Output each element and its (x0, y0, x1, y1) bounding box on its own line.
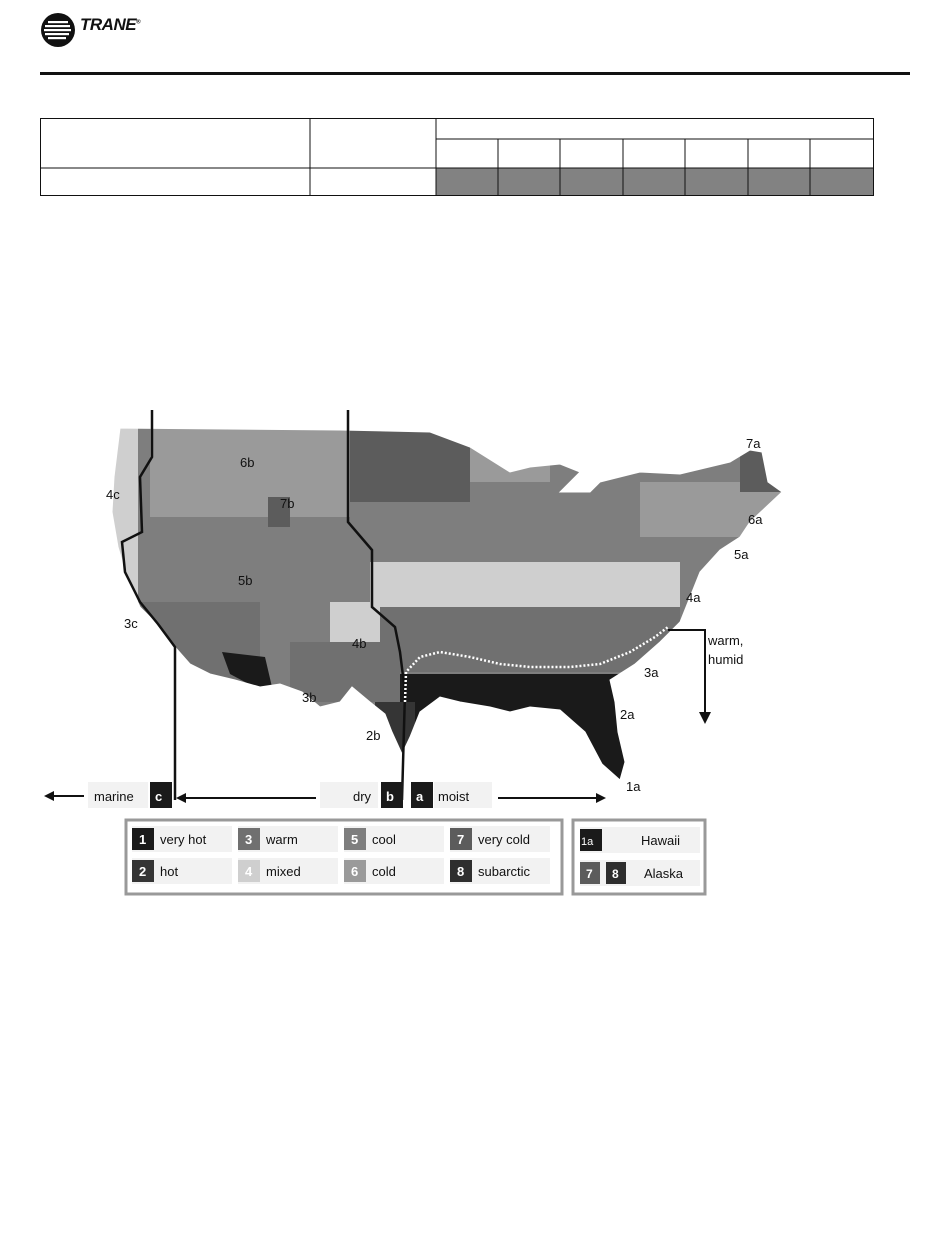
trane-logo-icon (40, 12, 76, 48)
zone-label-4c: 4c (106, 487, 120, 502)
legend-number-3: 3 (245, 832, 253, 847)
zone-label-5b: 5b (238, 573, 253, 588)
brand-wordmark (80, 15, 140, 35)
table-shaded-row (436, 168, 874, 195)
legend-label-8: subarctic (478, 864, 531, 879)
warm-humid-label-line2: humid (708, 652, 744, 667)
brand-name: TRANE (80, 15, 137, 34)
table-shaded-cells (436, 168, 874, 195)
legend-number-2: 2 (139, 864, 147, 879)
hawaii-badge: 1a (581, 836, 594, 848)
map-region-mixed-4a (370, 562, 680, 607)
dry-letter: b (386, 789, 394, 804)
header-rule (40, 72, 910, 75)
zone-label-2b: 2b (366, 728, 381, 743)
legend-number-7: 7 (457, 832, 465, 847)
legend-label-2: hot (160, 864, 179, 879)
marine-label: marine (94, 789, 134, 804)
brand-registered-mark: ® (136, 19, 140, 26)
zone-label-6b: 6b (240, 455, 255, 470)
legend-label-1: very hot (160, 832, 207, 847)
legend-number-8: 8 (457, 864, 465, 879)
zone-label-2a: 2a (620, 707, 635, 722)
zone-label-7b: 7b (280, 496, 295, 511)
moist-letter: a (416, 789, 424, 804)
zone-label-4b: 4b (352, 636, 367, 651)
moist-label: moist (438, 789, 470, 804)
legend-number-6: 6 (351, 864, 359, 879)
legend-label-3: warm (266, 832, 298, 847)
zone-label-5a: 5a (734, 547, 749, 562)
zone-label-7a: 7a (746, 436, 761, 451)
legend-label-6: cold (372, 864, 396, 879)
zone-label-4a: 4a (686, 590, 701, 605)
climate-zone-map (40, 402, 788, 900)
zone-label-3b: 3b (302, 690, 317, 705)
alaska-label: Alaska (644, 866, 684, 881)
legend-number-1: 1 (139, 832, 147, 847)
legend-label-5: cool (372, 832, 396, 847)
hawaii-label: Hawaii (641, 833, 681, 848)
legend-label-4: mixed (266, 864, 301, 879)
marine-letter: c (155, 789, 163, 804)
zone-label-3a: 3a (644, 665, 659, 680)
zone-label-3c: 3c (124, 616, 138, 631)
legend-number-5: 5 (351, 832, 359, 847)
zone-label-1a: 1a (626, 779, 641, 794)
dry-label: dry (353, 789, 372, 804)
alaska-badge-7: 7 (586, 867, 593, 881)
spec-table (40, 118, 874, 196)
map-region-warm-3a (380, 607, 680, 672)
legend-label-7: very cold (478, 832, 531, 847)
legend-number-4: 4 (245, 864, 253, 879)
zone-label-6a: 6a (748, 512, 763, 527)
alaska-badge-8: 8 (612, 867, 619, 881)
warm-humid-label-line1: warm, (708, 633, 744, 648)
